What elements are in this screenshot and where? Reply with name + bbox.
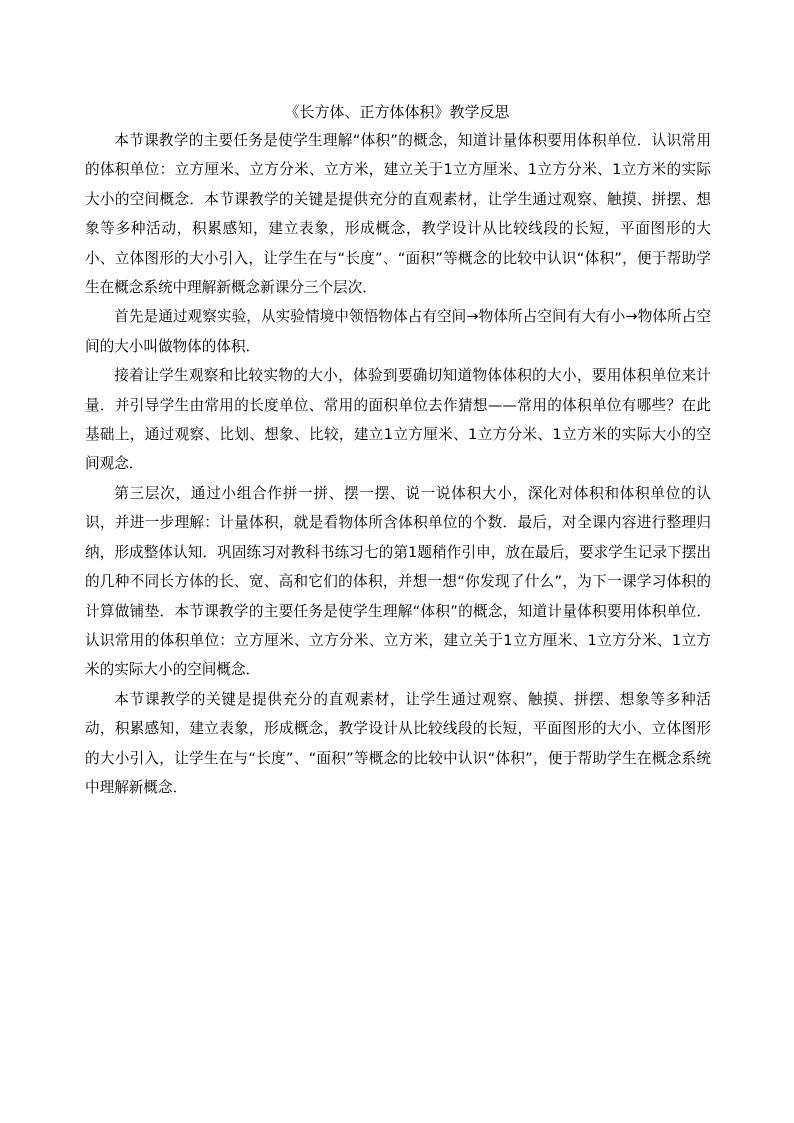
document-title: 《长方体、正方体体积》教学反思 <box>284 103 510 121</box>
paragraph-3: 接着让学生观察和比较实物的大小，体验到要确切知道物体体积的大小，要用体积单位来计量．并引导学生由常用的长度单位、常用的面积单位去作猜想——常用的体积单位有哪些？在此基础上，通过观察、比划、想象、比较，建立1立方厘米、1立方分米、1立方米的实际大小的空间观念． <box>85 367 711 473</box>
paragraph-4: 第三层次，通过小组合作拼一拼、摆一摆、说一说体积大小，深化对体积和体积单位的认识，并进一步理解：计量体积，就是看物体所含体积单位的个数．最后，对全课内容进行整理归纳，形成整体认知．巩固练习对教科书练习七的第1题稍作引申，放在最后，要求学生记录下摆出的几种不同长方体的长、宽、高和它们的体积，并想一想“你发现了什么”，为下一课学习体积的计算做铺垫．本节课教学的主要任务是使学生理解“体积”的概念，知道计量体积要用体积单位．认识常用的体积单位：立方厘米、立方分米、立方米，建立关于1立方厘米、1立方分米、1立方米的实际大小的空间概念． <box>85 484 711 679</box>
paragraph-5: 本节课教学的关键是提供充分的直观素材，让学生通过观察、触摸、拼摆、想象等多种活动，积累感知，建立表象，形成概念，教学设计从比较线段的长短，平面图形的大小、立体图形的大小引入，让学生在与“长度”、“面积”等概念的比较中认识“体积”，便于帮助学生在概念系统中理解新概念． <box>85 690 711 796</box>
document-body <box>85 126 711 802</box>
paragraph-2: 首先是通过观察实验，从实验情境中领悟物体占有空间→物体所占空间有大有小→物体所占空间的大小叫做物体的体积． <box>85 308 711 355</box>
paragraph-1: 本节课教学的主要任务是使学生理解“体积”的概念，知道计量体积要用体积单位．认识常用的体积单位：立方厘米、立方分米、立方米，建立关于1立方厘米、1立方分米、1立方米的实际大小的空间概念．本节课教学的关键是提供充分的直观素材，让学生通过观察、触摸、拼摆、想象等多种活动，积累感知，建立表象，形成概念，教学设计从比较线段的长短，平面图形的大小、立体图形的大小引入，让学生在与“长度”、“面积”等概念的比较中认识“体积”，便于帮助学生在概念系统中理解新概念新课分三个层次． <box>85 132 711 297</box>
